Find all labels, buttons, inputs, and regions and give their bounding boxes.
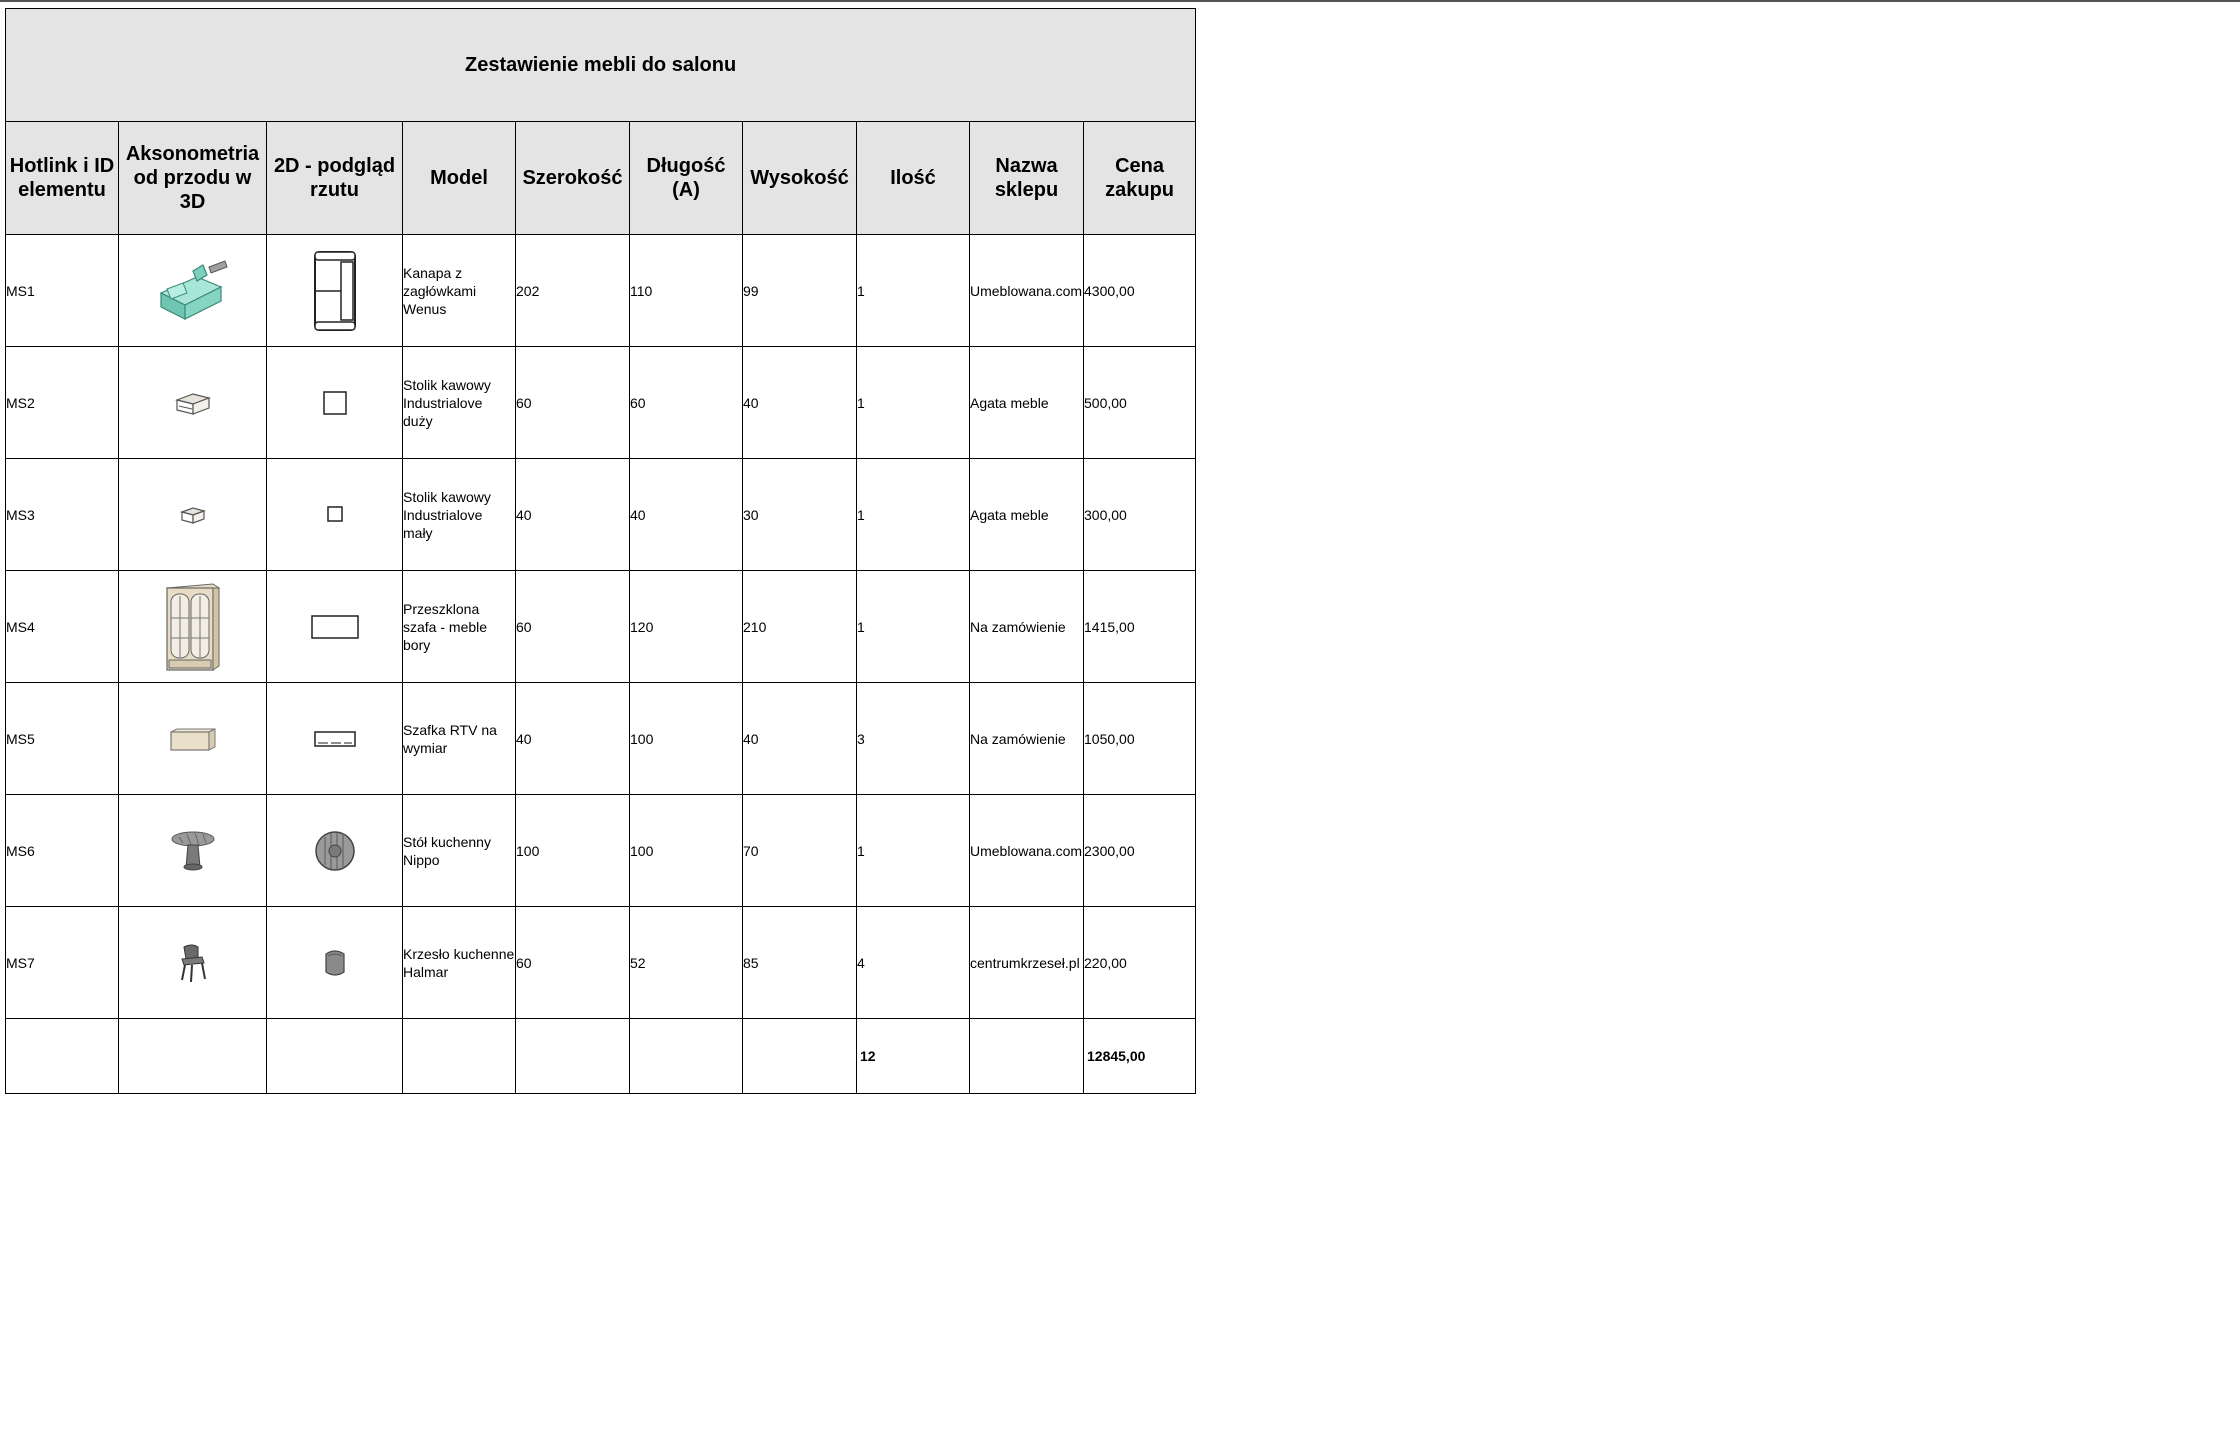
length-value: 110 (630, 235, 743, 347)
tv-cabinet-3d-icon (119, 683, 267, 795)
tv-cabinet-plan-icon (267, 683, 403, 795)
width-value: 202 (516, 235, 630, 347)
model-name: Krzesło kuchenne Halmar (403, 907, 516, 1019)
qty-value: 1 (857, 459, 970, 571)
height-value: 30 (743, 459, 857, 571)
model-name: Stolik kawowy Industrialove duży (403, 347, 516, 459)
element-id-link[interactable]: MS7 (6, 907, 119, 1019)
width-value: 60 (516, 907, 630, 1019)
header-model: Model (403, 122, 516, 235)
price-value: 1415,00 (1084, 571, 1196, 683)
header-2d: 2D - podgląd rzutu (267, 122, 403, 235)
height-value: 85 (743, 907, 857, 1019)
table-row (6, 459, 1196, 571)
small-square-plan-icon (267, 459, 403, 571)
width-value: 60 (516, 347, 630, 459)
header-price: Cena zakupu (1084, 122, 1196, 235)
height-value: 40 (743, 347, 857, 459)
length-value: 52 (630, 907, 743, 1019)
totals-empty-cell (630, 1019, 743, 1094)
top-rule (0, 0, 2240, 2)
model-name: Szafka RTV na wymiar (403, 683, 516, 795)
element-id-link[interactable]: MS6 (6, 795, 119, 907)
totals-empty-cell (6, 1019, 119, 1094)
round-table-plan-icon (267, 795, 403, 907)
shop-name: Na zamówienie (970, 571, 1084, 683)
total-price: 12845,00 (1084, 1019, 1196, 1094)
round-table-3d-icon (119, 795, 267, 907)
table-row (6, 347, 1196, 459)
width-value: 40 (516, 459, 630, 571)
sofa-plan-icon (267, 235, 403, 347)
height-value: 210 (743, 571, 857, 683)
small-table-3d-icon (119, 459, 267, 571)
header-height: Wysokość (743, 122, 857, 235)
element-id-link[interactable]: MS2 (6, 347, 119, 459)
model-name: Kanapa z zagłówkami Wenus (403, 235, 516, 347)
price-value: 2300,00 (1084, 795, 1196, 907)
sofa-3d-icon (119, 235, 267, 347)
header-id: Hotlink i ID elementu (6, 122, 119, 235)
header-row (6, 122, 1196, 235)
total-qty: 12 (857, 1019, 970, 1094)
chair-plan-icon (267, 907, 403, 1019)
length-value: 40 (630, 459, 743, 571)
square-plan-icon (267, 347, 403, 459)
model-name: Stół kuchenny Nippo (403, 795, 516, 907)
length-value: 60 (630, 347, 743, 459)
table-row (6, 907, 1196, 1019)
qty-value: 1 (857, 347, 970, 459)
width-value: 60 (516, 571, 630, 683)
height-value: 99 (743, 235, 857, 347)
width-value: 40 (516, 683, 630, 795)
totals-empty-cell (743, 1019, 857, 1094)
totals-empty-cell (516, 1019, 630, 1094)
shop-name: centrumkrzeseł.pl (970, 907, 1084, 1019)
shop-name: Umeblowana.com (970, 795, 1084, 907)
qty-value: 3 (857, 683, 970, 795)
header-shop: Nazwa sklepu (970, 122, 1084, 235)
table-row (6, 795, 1196, 907)
totals-empty-cell (403, 1019, 516, 1094)
table-row (6, 683, 1196, 795)
element-id-link[interactable]: MS5 (6, 683, 119, 795)
element-id-link[interactable]: MS3 (6, 459, 119, 571)
rectangle-plan-icon (267, 571, 403, 683)
shop-name: Umeblowana.com (970, 235, 1084, 347)
length-value: 120 (630, 571, 743, 683)
table-title: Zestawienie mebli do salonu (6, 9, 1196, 122)
shop-name: Agata meble (970, 459, 1084, 571)
qty-value: 1 (857, 235, 970, 347)
width-value: 100 (516, 795, 630, 907)
length-value: 100 (630, 683, 743, 795)
price-value: 220,00 (1084, 907, 1196, 1019)
height-value: 40 (743, 683, 857, 795)
table-row (6, 235, 1196, 347)
totals-empty-cell (267, 1019, 403, 1094)
price-value: 300,00 (1084, 459, 1196, 571)
table-row (6, 571, 1196, 683)
furniture-table (5, 8, 1196, 1094)
price-value: 4300,00 (1084, 235, 1196, 347)
header-width: Szerokość (516, 122, 630, 235)
totals-empty-cell (119, 1019, 267, 1094)
glass-cabinet-3d-icon (119, 571, 267, 683)
qty-value: 1 (857, 795, 970, 907)
model-name: Przeszklona szafa - meble bory (403, 571, 516, 683)
element-id-link[interactable]: MS4 (6, 571, 119, 683)
shop-name: Na zamówienie (970, 683, 1084, 795)
shop-name: Agata meble (970, 347, 1084, 459)
totals-row (6, 1019, 1196, 1094)
header-qty: Ilość (857, 122, 970, 235)
price-value: 1050,00 (1084, 683, 1196, 795)
length-value: 100 (630, 795, 743, 907)
coffee-table-3d-icon (119, 347, 267, 459)
chair-3d-icon (119, 907, 267, 1019)
header-3d: Aksonometria od przodu w 3D (119, 122, 267, 235)
header-length: Długość (A) (630, 122, 743, 235)
element-id-link[interactable]: MS1 (6, 235, 119, 347)
qty-value: 1 (857, 571, 970, 683)
totals-empty-cell (970, 1019, 1084, 1094)
price-value: 500,00 (1084, 347, 1196, 459)
height-value: 70 (743, 795, 857, 907)
model-name: Stolik kawowy Industrialove mały (403, 459, 516, 571)
qty-value: 4 (857, 907, 970, 1019)
